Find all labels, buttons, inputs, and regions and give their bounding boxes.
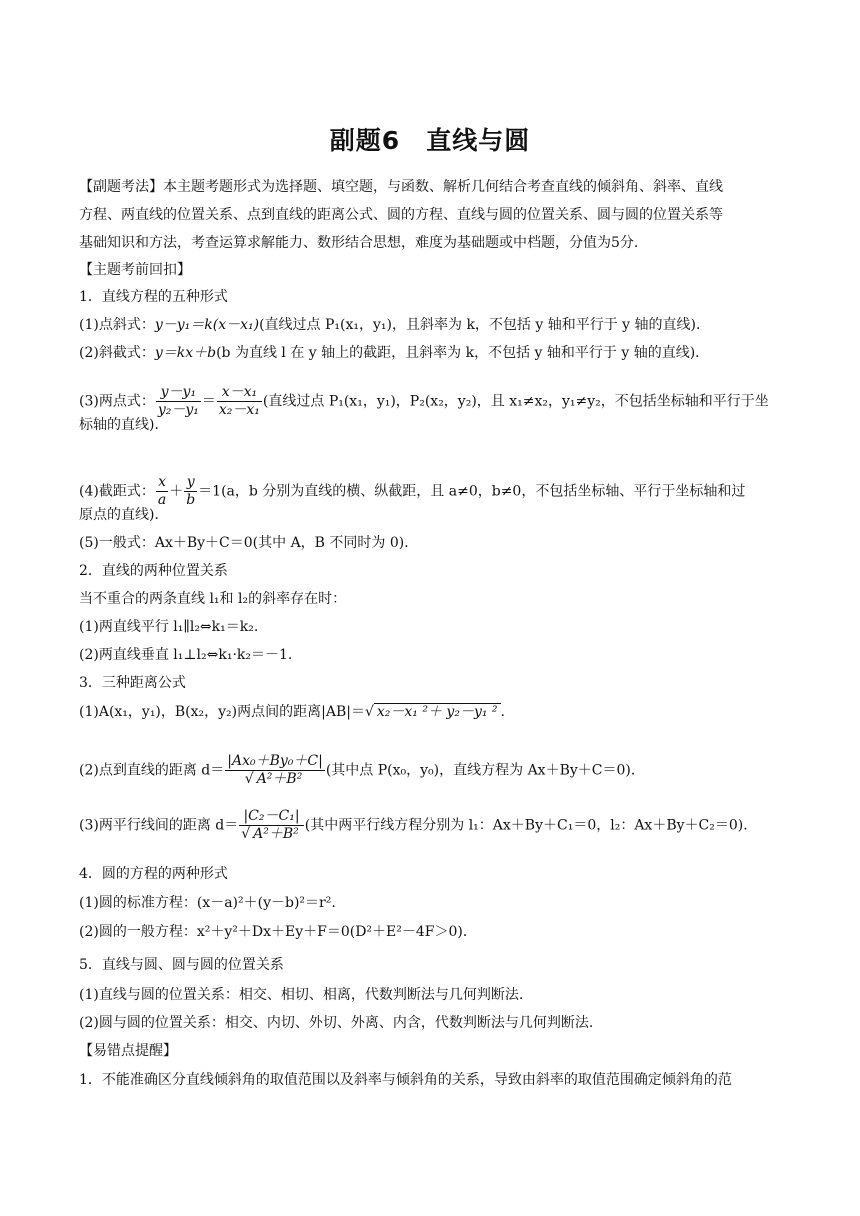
line-circle-relation: (1)直线与圆的位置关系：相交、相切、相离，代数判断法与几何判断法. (79, 987, 524, 1003)
formula-label: (4)截距式： (79, 483, 155, 500)
fraction-y-over-b (184, 474, 197, 509)
denominator: x₂－x₁ (218, 402, 260, 418)
denominator-sqrt: A²＋B² (250, 825, 302, 842)
parallel-condition: (1)两直线平行 l₁∥l₂⇔k₁＝k₂. (79, 619, 259, 635)
circle-standard-form: (1)圆的标准方程：(x－a)²＋(y－b)²＝r². (79, 895, 336, 911)
distance-fraction (225, 753, 325, 788)
intro-line-2: 方程、两直线的位置关系、点到直线的距离公式、圆的方程、直线与圆的位置关系、圆与圆的位置关系等 (79, 207, 723, 223)
denominator: √ A²＋B² (225, 771, 325, 788)
formula-note: (其中点 P(x₀，y₀)，直线方程为 Ax＋By＋C＝0)． (325, 762, 645, 779)
section-2-intro: 当不重合的两条直线 l₁和 l₂的斜率存在时： (79, 591, 347, 607)
page-title: 副题6 直线与圆 (329, 126, 531, 155)
fraction-x (217, 384, 262, 419)
formula-note: ＝1(a，b 分别为直线的横、纵截距，且 a≠0，b≠0，不包括坐标轴、平行于坐标轴和过 (198, 483, 746, 500)
two-point-form (79, 384, 789, 419)
pitfall-item-1: 1．不能准确区分直线倾斜角的取值范围以及斜率与倾斜角的关系，导致由斜率的取值范围确定倾斜角的范 (79, 1072, 732, 1088)
intro-line-3: 基础知识和方法，考查运算求解能力、数形结合思想，难度为基础题或中档题，分值为5分. (79, 235, 639, 251)
denominator: a (157, 492, 167, 508)
denominator: y₂－y₁ (157, 402, 199, 418)
formula-label: (2)点到直线的距离 d＝ (79, 762, 225, 779)
two-point-form-continued: 标轴的直线)． (79, 417, 169, 433)
circle-circle-relation: (2)圆与圆的位置关系：相交、内切、外切、外离、内含，代数判断法与几何判断法. (79, 1015, 594, 1031)
formula-label: (1)点斜式： (79, 317, 155, 333)
perpendicular-condition: (2)两直线垂直 l₁⊥l₂⇔k₁·k₂＝－1. (79, 647, 293, 663)
formula-label: (3)两点式： (79, 393, 155, 410)
review-heading: 【主题考前回扣】 (79, 262, 191, 278)
numerator: x (156, 474, 168, 492)
fraction-y (156, 384, 201, 419)
formula: y－y₁＝k(x－x₁) (154, 317, 260, 333)
formula-note: (直线过点 P₁(x₁，y₁)，且斜率为 k，不包括 y 轴和平行于 y 轴的直线)． (259, 317, 711, 333)
section-5-heading: 5．直线与圆、圆与圆的位置关系 (79, 957, 284, 973)
denominator-sqrt: A²＋B² (254, 770, 306, 787)
section-4-heading: 4．圆的方程的两种形式 (79, 866, 228, 882)
slope-intercept-form (79, 343, 789, 363)
formula-note: (其中两平行线方程分别为 l₁：Ax＋By＋C₁＝0，l₂：Ax＋By＋C₂＝0)． (304, 817, 758, 834)
period: . (500, 704, 505, 720)
numerator: y (184, 474, 197, 492)
formula-label: (1)A(x₁，y₁)，B(x₂，y₂)两点间的距离|AB|＝ (79, 704, 365, 720)
section-2-heading: 2．直线的两种位置关系 (79, 563, 228, 579)
intercept-form-continued: 原点的直线)． (79, 507, 169, 523)
numerator: |Ax₀＋By₀＋C| (227, 753, 323, 769)
general-form: (5)一般式：Ax＋By＋C＝0(其中 A，B 不同时为 0)． (79, 535, 419, 551)
denominator: √ A²＋B² (239, 826, 304, 843)
point-line-distance (79, 753, 789, 788)
sqrt-sign: √ (364, 704, 374, 720)
intercept-form (79, 474, 789, 509)
slope-point-form (79, 315, 789, 335)
fraction-x-over-a (156, 474, 168, 509)
formula-note: (b 为直线 l 在 y 轴上的截距，且斜率为 k，不包括 y 轴和平行于 y 轴的直线)． (216, 345, 710, 361)
two-point-distance (79, 702, 789, 722)
plus-sign: ＋ (169, 483, 184, 500)
numerator: y－y₁ (156, 384, 201, 402)
section-1-heading: 1．直线方程的五种形式 (79, 289, 228, 305)
intro-line-1: 【副题考法】本主题考题形式为选择题、填空题，与函数、解析几何结合考查直线的倾斜角、斜率、直线 (79, 179, 723, 195)
sqrt-content: x₂－x₁ ²＋ y₂－y₁ ² (374, 703, 501, 720)
formula-label: (2)斜截式： (79, 345, 155, 361)
numerator: |C₂－C₁| (239, 808, 304, 826)
section-3-heading: 3．三种距离公式 (79, 675, 186, 691)
parallel-lines-distance (79, 808, 789, 843)
equals-sign: ＝ (201, 393, 216, 410)
formula-note: (直线过点 P₁(x₁，y₁)，P₂(x₂，y₂)，且 x₁≠x₂，y₁≠y₂，不包括坐标轴和平行于坐 (262, 393, 769, 410)
circle-general-form: (2)圆的一般方程：x²＋y²＋Dx＋Ey＋F＝0(D²＋E²－4F＞0)． (79, 924, 477, 940)
formula-label: (3)两平行线间的距离 d＝ (79, 817, 239, 834)
numerator: x－x₁ (217, 384, 262, 402)
pitfall-heading: 【易错点提醒】 (79, 1043, 177, 1059)
distance-fraction (239, 808, 304, 843)
formula: y＝kx＋b (154, 345, 217, 361)
denominator: b (186, 492, 196, 508)
